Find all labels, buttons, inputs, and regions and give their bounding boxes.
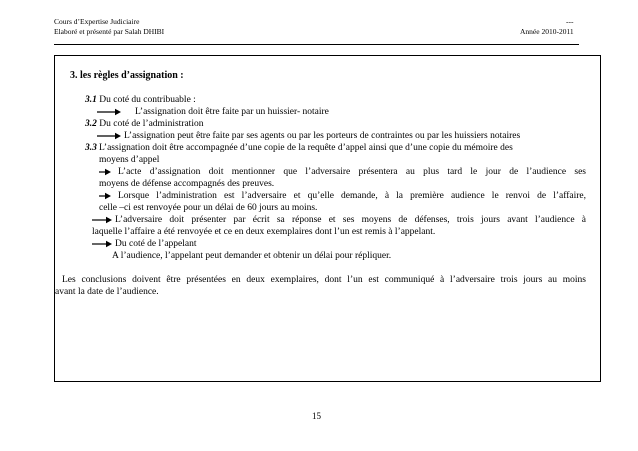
section-3-3-number: 3.3 <box>85 143 97 153</box>
paragraph-3-line1: L’adversaire doit présenter par écrit sa réponse et ses moyens de défenses, trois jours avant l’audience à <box>115 215 586 225</box>
paragraph-2-line2: celle –ci est renvoyée pour un délai de 60 jours au moins. <box>99 203 318 213</box>
paragraph-3-line2: laquelle l’affaire a été renvoyée et ce en deux exemplaires dont l’un est remis à l’appelant. <box>92 227 436 237</box>
section-3-2-label: Du coté de l’administration <box>99 119 204 129</box>
paragraph-1-line1: L’acte d’assignation doit mentionner que l’adversaire présentera au plus tard le jour de l’audience ses <box>118 167 586 177</box>
arrow-right-icon <box>98 168 112 176</box>
header-author: Elaboré et présenté par Salah DHIBI <box>54 27 165 36</box>
paragraph-1-line2: moyens de défense accompagnés des preuves. <box>99 179 275 189</box>
section-3-2-text: L’assignation peut être faite par ses agents ou par les porteurs de contraintes ou par les huissiers notaires <box>124 131 521 141</box>
header-dashes: --- <box>566 17 574 26</box>
section-3-1 <box>85 95 196 106</box>
header-year: Année 2010-2011 <box>520 27 574 36</box>
arrow-right-icon <box>91 240 113 248</box>
header-rule <box>54 44 579 45</box>
arrow-right-icon <box>91 216 113 224</box>
paragraph-4-label: Du coté de l’appelant <box>115 239 197 249</box>
section-3-2-number: 3.2 <box>85 119 97 129</box>
arrow-right-icon <box>98 192 112 200</box>
header-course-title: Cours d’Expertise Judiciaire <box>54 17 140 26</box>
arrow-right-icon <box>96 132 122 140</box>
section-3-3-line2: moyens d’appel <box>99 155 160 165</box>
paragraph-4-text: A l’audience, l’appelant peut demander et obtenir un délai pour répliquer. <box>112 251 392 261</box>
section-title: 3. les règles d’assignation : <box>70 70 184 81</box>
section-3-2 <box>85 119 203 130</box>
conclusion-line2: avant la date de l’audience. <box>55 287 159 297</box>
section-3-3-line1-text: L’assignation doit être accompagnée d’une copie de la requête d’appel ainsi que d’une copie du mémoire des <box>99 143 513 153</box>
paragraph-2-line1: Lorsque l’administration est l’adversaire et qu’elle demande, à la première audience le renvoi de l’affaire, <box>118 191 586 201</box>
section-3-1-text: L’assignation doit être faite par un huissier- notaire <box>135 107 329 117</box>
page-number: 15 <box>312 411 321 421</box>
section-3-3-line1 <box>99 143 586 154</box>
section-3-1-label: Du coté du contribuable : <box>99 95 196 105</box>
section-3-1-number: 3.1 <box>85 95 97 105</box>
conclusion-line1: Les conclusions doivent être présentées en deux exemplaires, dont l’un est communiqué à l’adversaire trois jours au moins <box>62 275 586 285</box>
arrow-right-icon <box>96 108 122 116</box>
